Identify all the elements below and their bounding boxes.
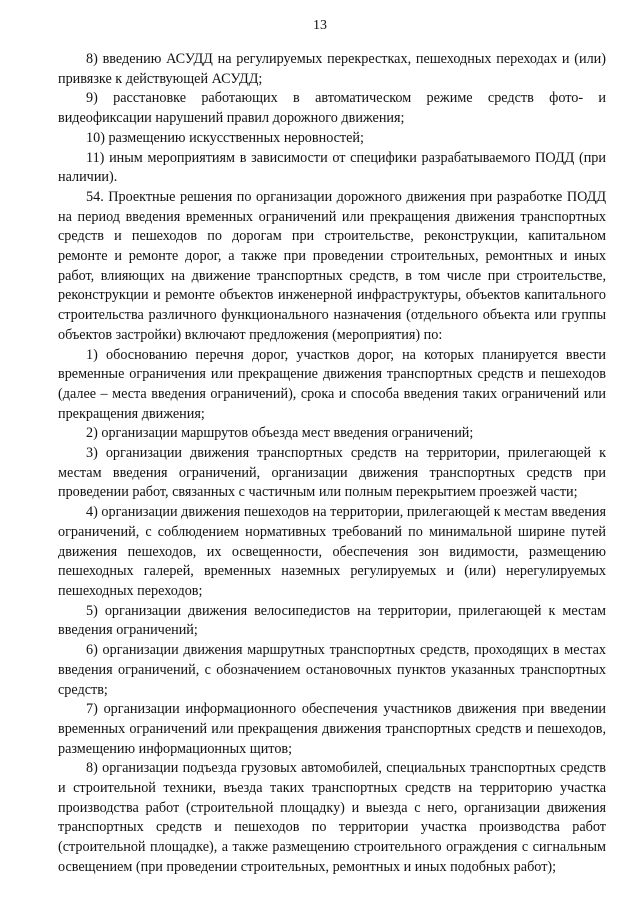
paragraph: 3) организации движения транспортных средств на территории, прилегающей к местам введения ограничений, организации движения транспортных средств при проведении работ, связанных с частичным или полным перекрытием проезжей части; [58, 445, 606, 501]
paragraph: 11) иным мероприятиям в зависимости от специфики разрабатываемого ПОДД (при наличии). [58, 149, 606, 186]
paragraph: 4) организации движения пешеходов на территории, прилегающей к местам введения ограничений, с соблюдением нормативных требований по минимальной ширине путей движения пешеходов, их освещенности, обеспечения зон видимости, размещению пешеходных галерей, временных наземных регулируемых и (или) нерегулируемых пешеходных переходов; [58, 504, 606, 599]
paragraph: 8) организации подъезда грузовых автомобилей, специальных транспортных средств и строительной техники, въезда таких транспортных средств на территорию участка производства работ (строительной площадку) и выезда с него, организации движения транспортных средств и пешеходов по территории участка производства работ (строительной площадке), а также размещению строительного ограждения с сигнальным освещением (при проведении строительных, ремонтных и иных подобных работ); [58, 760, 606, 875]
paragraph-section-54: 54. Проектные решения по организации дорожного движения при разработке ПОДД на период введения временных ограничений или прекращения движения транспортных средств и пешеходов по дорогам при строительстве, реконструкции, капитальном ремонте и ремонте дорог, а также при проведении строительных, ремонтных и иных работ, влияющих на движение транспортных средств, в том числе при строительстве, реконструкции и ремонте объектов инженерной инфраструктуры, объектов капитального строительства различного функционального назначения (отдельного объекта или группы объектов застройки) включают предложения (мероприятия) по: [58, 188, 606, 343]
paragraph: 6) организации движения маршрутных транспортных средств, проходящих в местах введения ограничений, с обозначением остановочных пунктов указанных транспортных средств; [58, 642, 606, 698]
paragraph: 5) организации движения велосипедистов на территории, прилегающей к местам введения ограничений; [58, 602, 606, 639]
paragraph: 10) размещению искусственных неровностей; [86, 129, 364, 146]
document-body [58, 50, 606, 878]
paragraph: 7) организации информационного обеспечения участников движения при введении временных ограничений или прекращения движения транспортных средств и пешеходов, размещению информационных щитов; [58, 701, 606, 757]
paragraph: 2) организации маршрутов объезда мест введения ограничений; [86, 425, 474, 442]
page-number: 13 [313, 18, 327, 33]
paragraph: 8) введению АСУДД на регулируемых перекрестках, пешеходных переходах и (или) привязке к действующей АСУДД; [58, 51, 606, 87]
paragraph: 9) расстановке работающих в автоматическом режиме средств фото- и видеофиксации нарушений правил дорожного движения; [58, 90, 606, 127]
paragraph: 1) обоснованию перечня дорог, участков дорог, на которых планируется ввести временные ограничения или прекращение движения транспортных средств и пешеходов (далее – места введения ограничений), срока и способа введения таких ограничений или прекращения движения; [58, 346, 606, 422]
